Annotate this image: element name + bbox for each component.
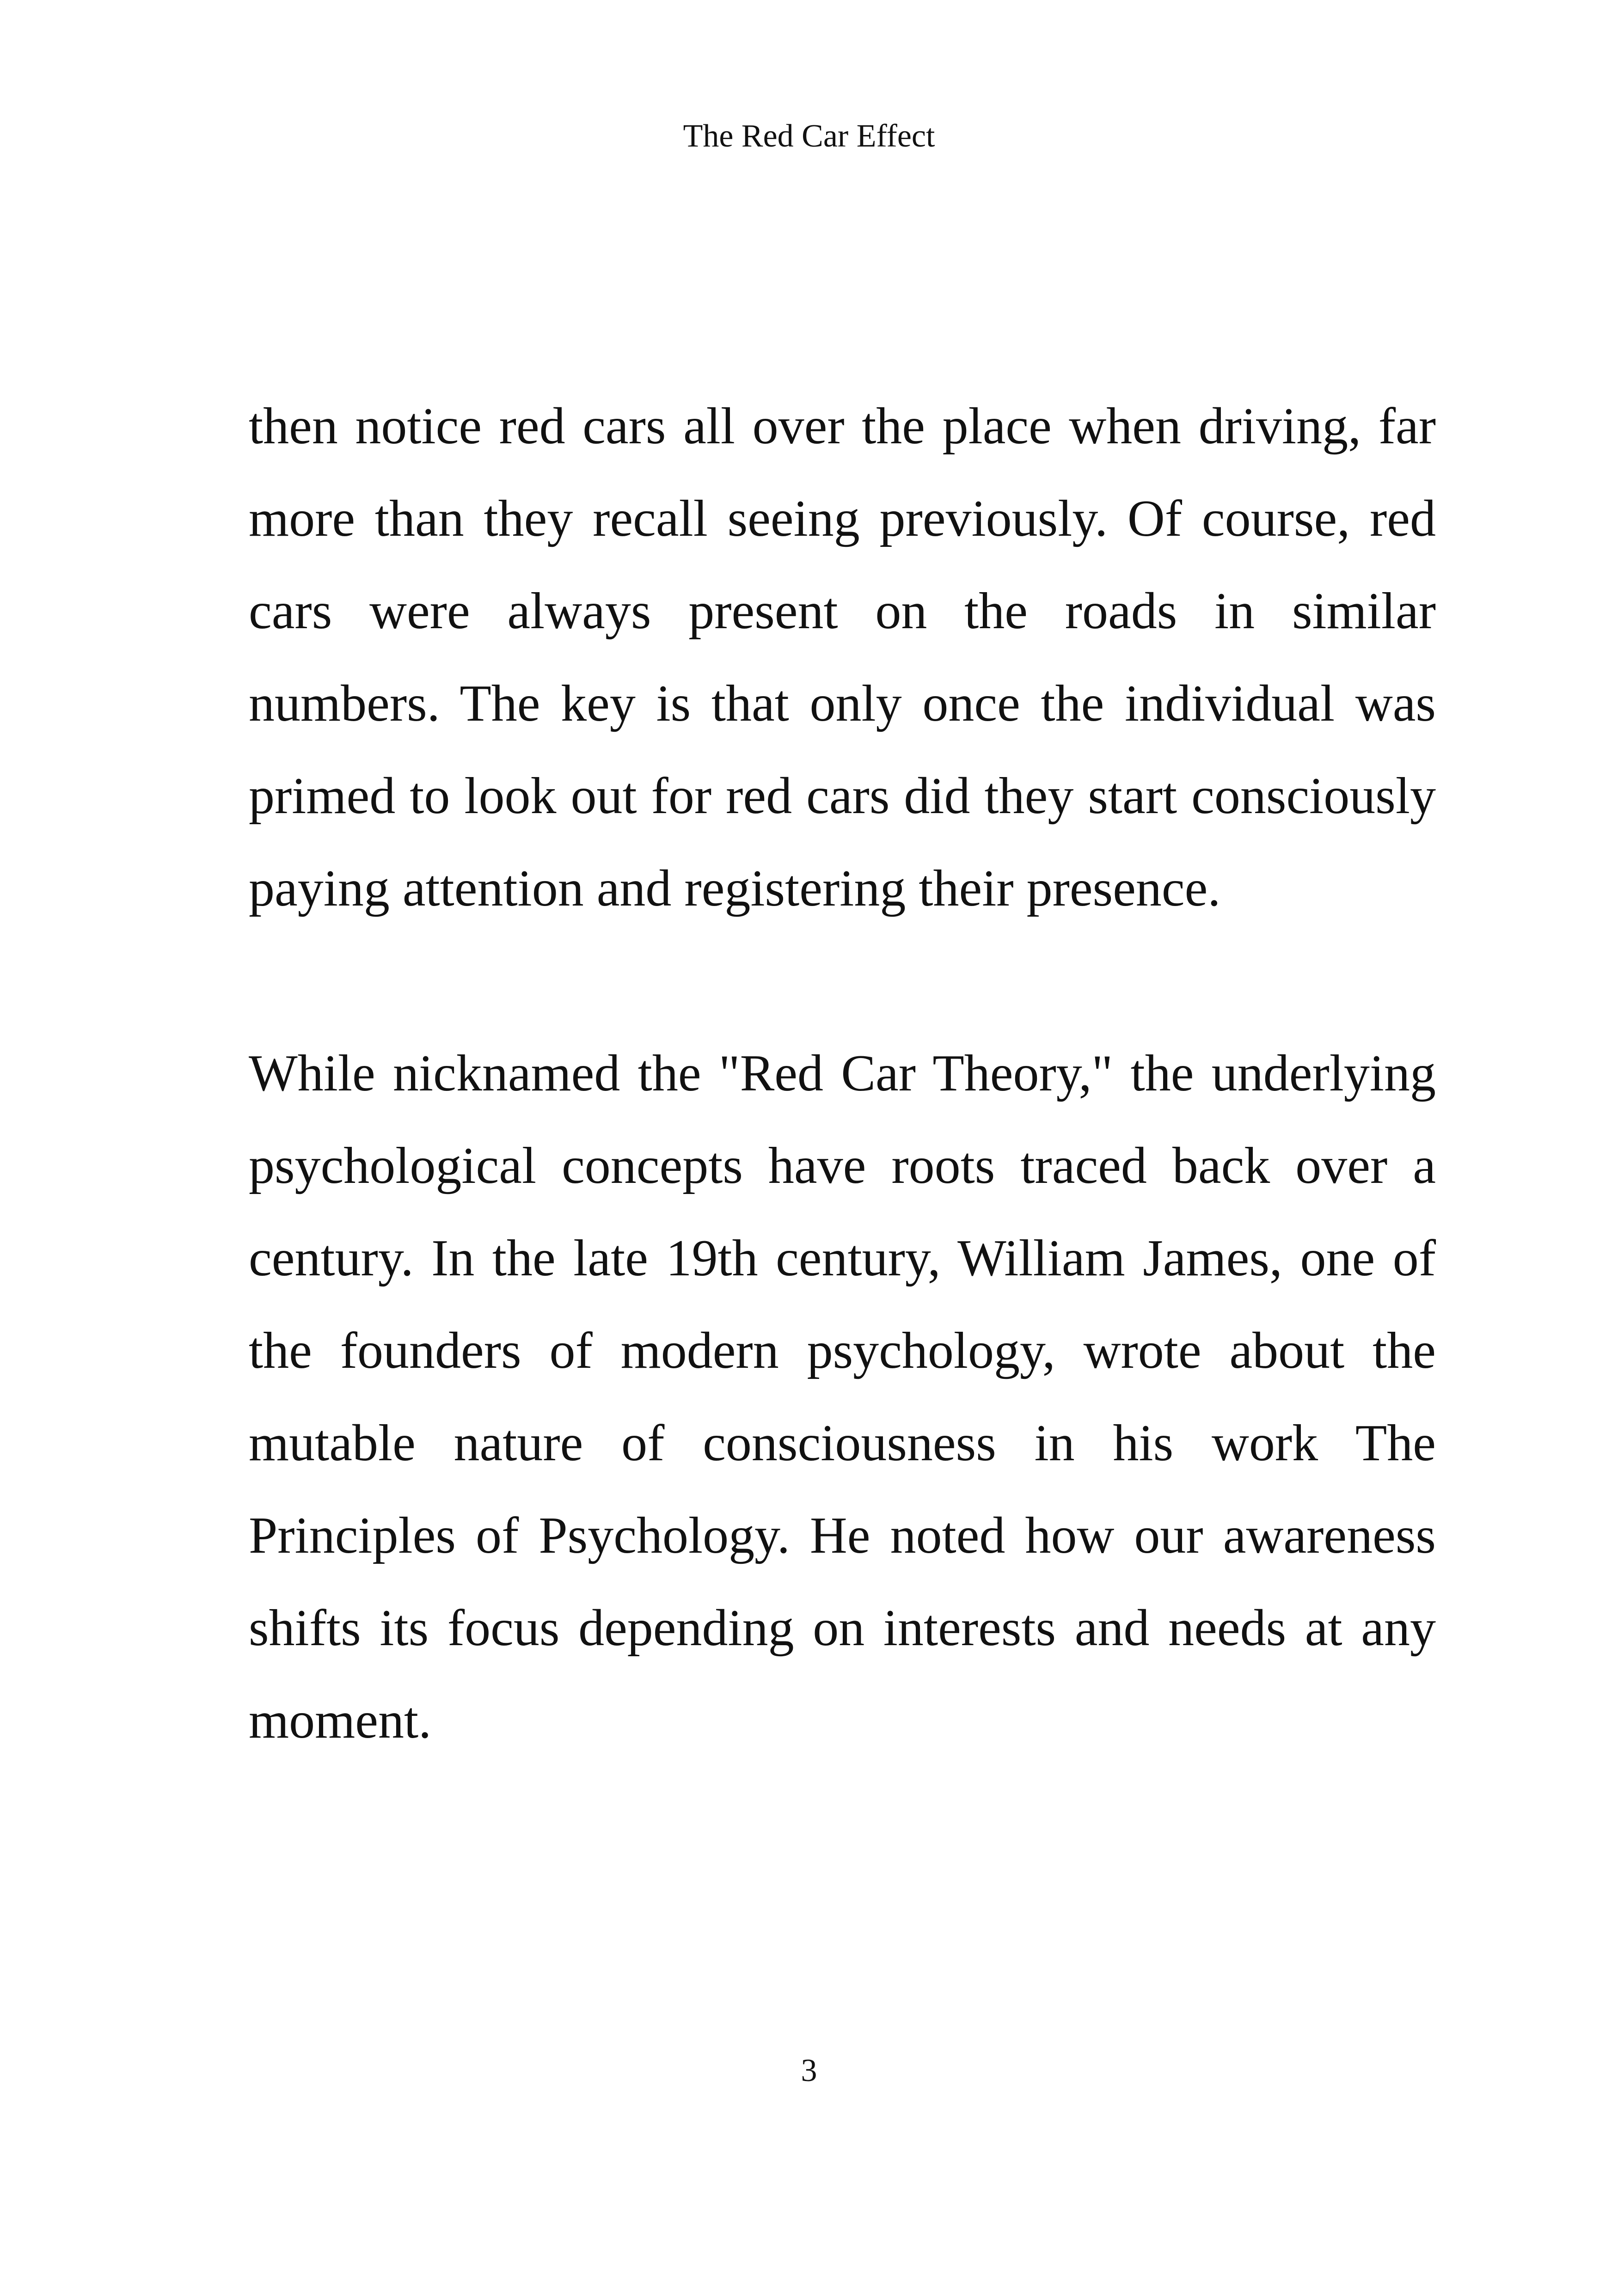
page-body-text [249,380,1436,1767]
running-header-title: The Red Car Effect [683,118,935,154]
page-number: 3 [801,2053,817,2088]
body-paragraph-1: then notice red cars all over the place when driving, far more than they recall seeing previously. Of course, red cars were always present on the roads in similar numbers. The key is that only once the individual was primed to look out for red cars did they start consciously paying attention and registering their presence. [249,398,1436,917]
body-paragraph-2: While nicknamed the "Red Car Theory," the underlying psychological concepts have roots traced back over a century. In the late 19th century, William James, one of the founders of modern psychology, wrote about the mutable nature of consciousness in his work The Principles of Psychology. He noted how our awareness shifts its focus depending on interests and needs at any moment. [249,1045,1436,1749]
